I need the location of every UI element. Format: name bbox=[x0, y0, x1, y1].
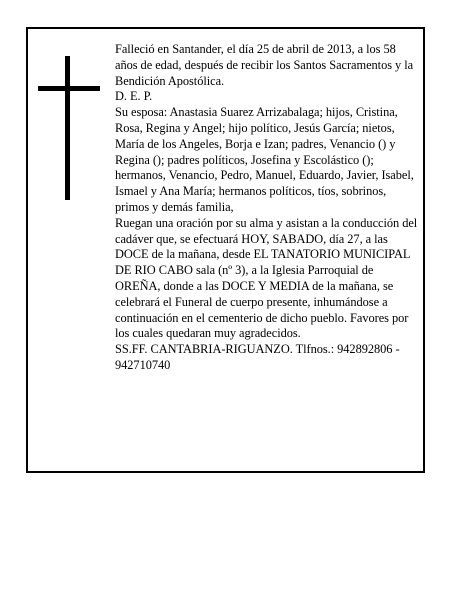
obituary-notice bbox=[26, 27, 425, 473]
cross-icon bbox=[38, 56, 100, 200]
rip-line: D. E. P. bbox=[115, 89, 153, 104]
cross-vertical-bar bbox=[65, 56, 70, 200]
cross-horizontal-bar bbox=[38, 86, 100, 91]
funeral-request: Ruegan una oración por su alma y asistan a la conducción del cadáver que, se efectuará HOY, SABADO, día 27, a las DOCE de la mañana, desde EL TANATORIO MUNICIPAL DE RIO CABO sala (nº 3), a la Iglesia Parroquial de OREÑA, donde a las DOCE Y MEDIA de la mañana, se celebrará el Funeral de cuerpo presente, inhumándose a continuación en el cementerio de dicho pueblo. Favores por los cuales quedaran muy agradecidos. bbox=[115, 215, 418, 341]
death-announcement: Falleció en Santander, el día 25 de abril de 2013, a los 58 años de edad, después de recibir los Santos Sacramentos y la Bendición Apostólica. bbox=[115, 42, 414, 88]
funeral-home-contact: SS.FF. CANTABRIA-RIGUANZO. Tlfnos.: 942892806 - 942710740 bbox=[115, 342, 400, 372]
notice-text bbox=[115, 42, 420, 374]
family-list: Su esposa: Anastasia Suarez Arrizabalaga; hijos, Cristina, Rosa, Regina y Angel; hijo político, Jesús García; nietos, María de los Angeles, Borja e Izan; padres, Venancio () y Regina (); padres políticos, Josefina y Escolástico (); hermanos, Venancio, Pedro, Manuel, Eduardo, Javier, Isabel, Ismael y Ana María; hermanos políticos, tíos, sobrinos, primos y demás familia, bbox=[115, 105, 414, 214]
